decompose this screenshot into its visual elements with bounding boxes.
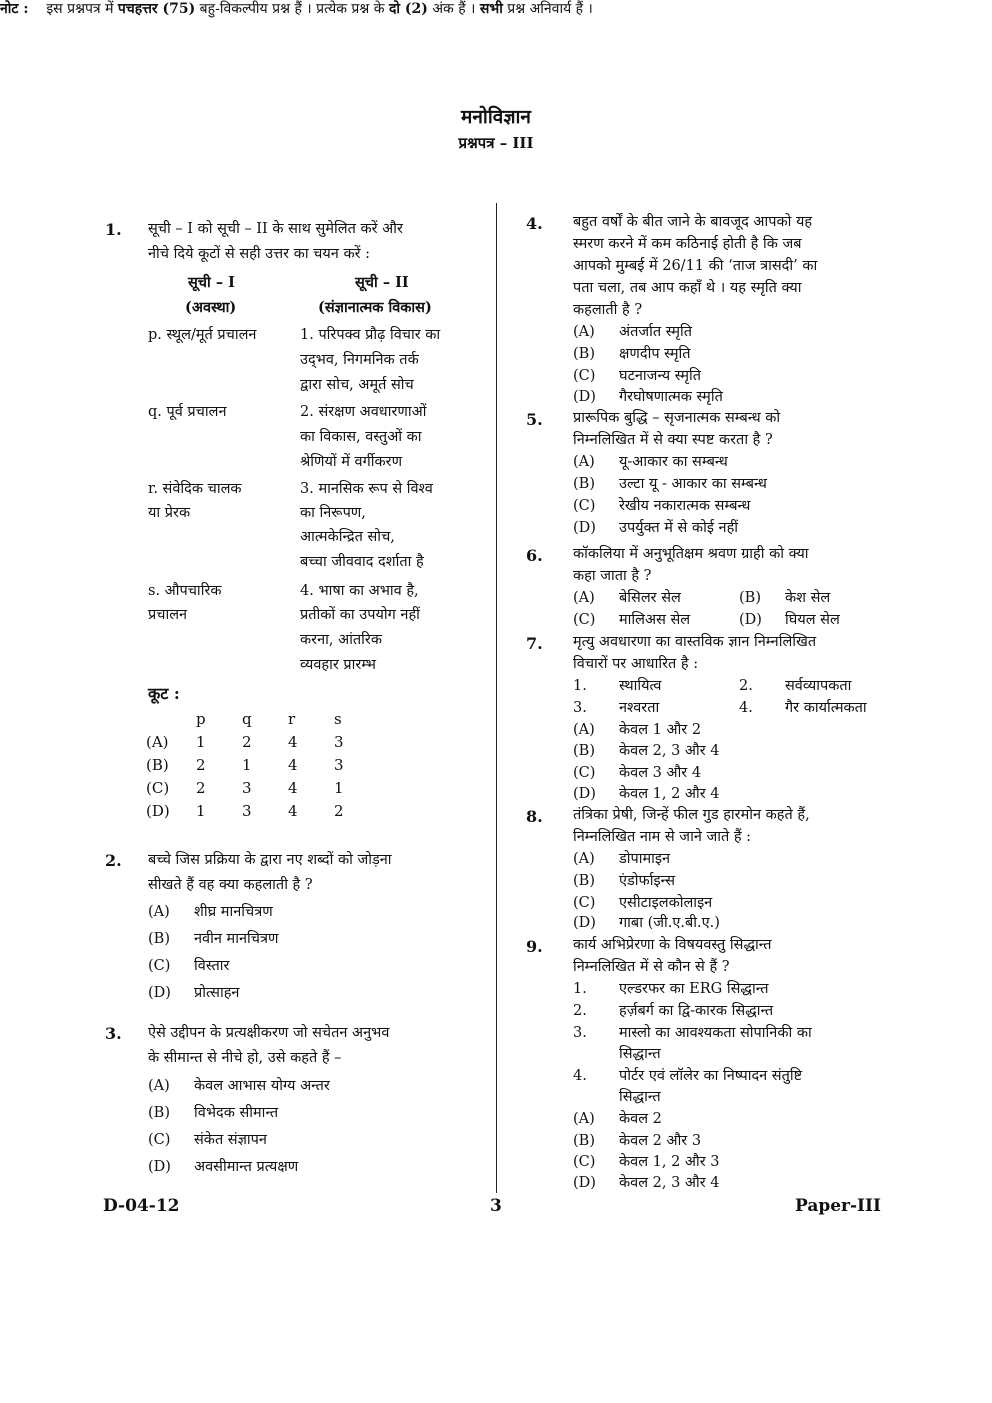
paper-subtitle: प्रश्नपत्र – III: [458, 134, 534, 152]
column-divider: [496, 203, 497, 1193]
list2-item: करना, आंतरिक: [300, 632, 382, 648]
note-text: इस प्रश्नपत्र में: [46, 1, 114, 17]
list2-item: बच्चा जीववाद दर्शाता है: [300, 554, 424, 570]
question-text: बहुत वर्षों के बीत जाने के बावजूद आपको यह: [573, 214, 813, 230]
note-label: नोट :: [0, 1, 29, 17]
option-text: गाबा (जी.ए.बी.ए.): [619, 915, 720, 931]
option-text: डोपामाइन: [619, 851, 671, 867]
answer-option: [148, 1102, 278, 1124]
option-label: (A): [573, 851, 595, 867]
code-cell: 2: [334, 801, 344, 820]
option-text: शीघ्र मानचित्रण: [194, 904, 273, 920]
item-number: 4.: [739, 700, 753, 716]
item-text: सिद्धान्त: [619, 1046, 661, 1062]
code-cell: 2: [196, 778, 206, 797]
statement-item: [573, 978, 769, 1000]
question-number: 1.: [105, 220, 122, 239]
item-number: 2.: [573, 1003, 587, 1019]
item-number: 4.: [573, 1068, 587, 1084]
code-cell: p: [196, 709, 206, 728]
list2-item: का निरूपण,: [300, 505, 366, 521]
option-text: केश सेल: [785, 590, 831, 606]
question-number: 2.: [105, 851, 122, 870]
option-text: प्रोत्साहन: [194, 985, 240, 1001]
item-text: स्थायित्व: [619, 678, 662, 694]
statement-item: [573, 1065, 802, 1087]
answer-option: [148, 928, 278, 950]
option-label: (B): [573, 743, 595, 759]
option-text: केवल 2: [619, 1111, 662, 1127]
answer-option: [573, 848, 670, 870]
option-label: (B): [573, 873, 595, 889]
answer-option: [148, 901, 273, 923]
answer-option: [573, 473, 767, 495]
answer-option: [573, 1130, 701, 1152]
list2-heading: सूची – II: [355, 274, 409, 291]
question-text: आपको मुम्बई में 26/11 की ‘ताज त्रासदी’ का: [573, 258, 818, 274]
code-cell: (B): [146, 755, 169, 774]
list1-item: या प्रेरक: [148, 505, 191, 521]
option-label: (A): [148, 1078, 170, 1094]
question-text: निम्नलिखित में से कौन से हैं ?: [573, 959, 730, 975]
answer-option: [573, 1172, 720, 1194]
option-label: (D): [573, 389, 596, 405]
question-number: 5.: [526, 410, 543, 429]
option-text: घियल सेल: [785, 612, 840, 628]
option-label: (D): [573, 786, 596, 802]
question-number: 4.: [526, 214, 543, 233]
code-cell: 4: [288, 755, 298, 774]
answer-option: [573, 321, 692, 343]
answer-option: [148, 1075, 330, 1097]
question-text: सीखते हैं वह क्या कहलाती है ?: [148, 877, 313, 893]
answer-option: [573, 1108, 662, 1130]
question-text: निम्नलिखित में से क्या स्पष्ट करता है ?: [573, 432, 773, 448]
code-cell: 4: [288, 801, 298, 820]
option-label: (C): [573, 1154, 596, 1170]
option-label: (B): [573, 476, 595, 492]
question-number: 7.: [526, 634, 543, 653]
answer-option: [573, 451, 728, 473]
question-text: सूची – I को सूची – II के साथ सुमेलित करें और: [148, 221, 403, 237]
answer-option: [573, 495, 750, 517]
note-bold: सभी: [479, 1, 503, 17]
list2-item: 1. परिपक्व प्रौढ़ विचार का: [300, 327, 441, 343]
option-text: यू-आकार का सम्बन्ध: [619, 454, 728, 470]
option-label: (D): [148, 985, 171, 1001]
option-label: (C): [148, 958, 171, 974]
list1-item: प्रचालन: [148, 607, 188, 623]
option-text: नवीन मानचित्रण: [194, 931, 279, 947]
item-text: सर्वव्यापकता: [785, 678, 852, 694]
option-text: विस्तार: [194, 958, 230, 974]
question-text: कॉकलिया में अनुभूतिक्षम श्रवण ग्राही को क्या: [573, 546, 809, 562]
code-cell: r: [288, 709, 296, 728]
item-text: हर्ज़बर्ग का द्वि-कारक सिद्धान्त: [619, 1003, 774, 1019]
code-label: कूट :: [148, 684, 180, 703]
option-label: (A): [573, 454, 595, 470]
question-text: विचारों पर आधारित है :: [573, 656, 699, 672]
question-number: 8.: [526, 807, 543, 826]
option-text: एंडोर्फाइन्स: [619, 873, 676, 889]
answer-option: [573, 892, 712, 914]
option-text: घटनाजन्य स्मृति: [619, 368, 702, 384]
question-text: कहा जाता है ?: [573, 568, 652, 584]
list2-item: द्वारा सोच, अमूर्त सोच: [300, 377, 414, 393]
option-text: अंतर्जात स्मृति: [619, 324, 693, 340]
option-text: मालिअस सेल: [619, 612, 691, 628]
option-label: (D): [573, 1175, 596, 1191]
question-text: ऐसे उद्दीपन के प्रत्यक्षीकरण जो सचेतन अनुभव: [148, 1025, 390, 1041]
option-text: बेसिलर सेल: [619, 590, 681, 606]
list1-heading: सूची – I: [188, 274, 235, 291]
option-label: (A): [573, 722, 595, 738]
code-row: [146, 753, 380, 776]
code-cell: 3: [242, 778, 252, 797]
code-cell: 1: [196, 732, 206, 751]
option-label: (D): [573, 520, 596, 536]
option-text: विभेदक सीमान्त: [194, 1105, 279, 1121]
option-label: (D): [148, 1159, 171, 1175]
code-header-row: [146, 707, 380, 730]
option-label: (B): [573, 346, 595, 362]
question-text: नीचे दिये कूटों से सही उत्तर का चयन करें :: [148, 246, 371, 262]
item-number: 2.: [739, 678, 753, 694]
footer-paper: Paper-III: [795, 1196, 881, 1216]
option-text: केवल 1, 2 और 3: [619, 1154, 720, 1170]
list1-item: p. स्थूल/मूर्त प्रचालन: [148, 327, 257, 343]
option-label: (C): [573, 498, 596, 514]
answer-code-table: [146, 707, 380, 822]
option-text: केवल 2, 3 और 4: [619, 743, 720, 759]
option-label: (B): [148, 1105, 170, 1121]
option-label: (C): [148, 1132, 171, 1148]
question-number: 9.: [526, 937, 543, 956]
item-number: 3.: [573, 700, 587, 716]
code-cell: (C): [146, 778, 170, 797]
question-text: मृत्यु अवधारणा का वास्तविक ज्ञान निम्नलिखित: [573, 634, 817, 650]
note-text: प्रश्न अनिवार्य हैं ।: [507, 1, 593, 17]
answer-option: [573, 517, 738, 539]
list1-item: s. औपचारिक: [148, 583, 222, 599]
list1-subheading: (अवस्था): [185, 299, 237, 316]
note-text: अंक हैं ।: [432, 1, 476, 17]
option-label: (C): [573, 765, 596, 781]
option-text: एसीटाइलकोलाइन: [619, 895, 713, 911]
option-text: केवल 1, 2 और 4: [619, 786, 720, 802]
question-number: 6.: [526, 546, 543, 565]
option-label: (C): [573, 368, 596, 384]
list2-item: 4. भाषा का अभाव है,: [300, 583, 419, 599]
code-row: [146, 730, 380, 753]
option-text: उपर्युक्त में से कोई नहीं: [619, 520, 739, 536]
list2-item: 2. संरक्षण अवधारणाओं: [300, 404, 427, 420]
code-cell: 3: [334, 755, 344, 774]
option-label: (C): [573, 895, 596, 911]
option-label: (A): [573, 1111, 595, 1127]
footer-code: D-04-12: [103, 1196, 180, 1216]
code-cell: 3: [334, 732, 344, 751]
option-label: (B): [739, 590, 761, 606]
note-text: बहु-विकल्पीय प्रश्न हैं । प्रत्येक प्रश्न के: [199, 1, 385, 17]
code-cell: 2: [242, 732, 252, 751]
statement-item: [573, 1022, 812, 1044]
option-text: संकेत संज्ञापन: [194, 1132, 267, 1148]
list2-item: 3. मानसिक रूप से विश्व: [300, 481, 433, 497]
option-text: गैरघोषणात्मक स्मृति: [619, 389, 723, 405]
question-text: तंत्रिका प्रेषी, जिन्हें फील गुड हारमोन कहते हैं,: [573, 807, 810, 823]
question-number: 3.: [105, 1024, 122, 1043]
code-row: [146, 799, 380, 822]
item-text: गैर कार्यात्मकता: [785, 700, 867, 716]
answer-option: [573, 609, 840, 631]
note-bold: पचहत्तर (75): [117, 1, 196, 17]
note-bold: दो (2): [388, 1, 428, 17]
list1-item: r. संवेदिक चालक: [148, 481, 242, 497]
list2-item: आत्मकेन्द्रित सोच,: [300, 529, 395, 545]
option-text: उल्टा यू - आकार का सम्बन्ध: [619, 476, 767, 492]
list2-item: उद्‌भव, निगमनिक तर्क: [300, 352, 419, 368]
option-label: (C): [573, 612, 596, 628]
answer-option: [573, 783, 720, 805]
code-cell: 1: [196, 801, 206, 820]
list2-item: व्यवहार प्रारम्भ: [300, 657, 376, 673]
answer-option: [573, 386, 723, 408]
question-text: कार्य अभिप्रेरणा के विषयवस्तु सिद्धान्त: [573, 937, 772, 953]
answer-option: [148, 982, 239, 1004]
answer-option: [148, 1156, 298, 1178]
option-text: केवल 2 और 3: [619, 1133, 702, 1149]
item-text: एल्डरफर का ERG सिद्धान्त: [619, 981, 769, 997]
option-text: केवल 2, 3 और 4: [619, 1175, 720, 1191]
answer-option: [148, 955, 229, 977]
code-cell: (D): [146, 801, 170, 820]
page-number: 3: [490, 1196, 502, 1216]
answer-option: [573, 1151, 720, 1173]
code-cell: 2: [196, 755, 206, 774]
statement-item: [573, 1000, 773, 1022]
question-text: निम्नलिखित नाम से जाने जाते हैं :: [573, 829, 752, 845]
option-label: (D): [573, 915, 596, 931]
option-text: अवसीमान्त प्रत्यक्षण: [194, 1159, 299, 1175]
code-row: [146, 776, 380, 799]
code-cell: (A): [146, 732, 169, 751]
code-cell: 1: [334, 778, 344, 797]
answer-option: [573, 719, 701, 741]
code-cell: 4: [288, 778, 298, 797]
answer-option: [573, 343, 691, 365]
item-number: 1.: [573, 981, 587, 997]
option-text: क्षणदीप स्मृति: [619, 346, 691, 362]
question-text: कहलाती है ?: [573, 302, 643, 318]
option-text: रेखीय नकारात्मक सम्बन्ध: [619, 498, 751, 514]
option-text: केवल आभास योग्य अन्तर: [194, 1078, 330, 1094]
option-text: केवल 3 और 4: [619, 765, 702, 781]
item-text: पोर्टर एवं लॉलेर का निष्पादन संतुष्टि: [619, 1068, 803, 1084]
item-text: मास्लो का आवश्यकता सोपानिकी का: [619, 1025, 812, 1041]
answer-option: [573, 587, 830, 609]
instructions-note: [0, 0, 770, 18]
answer-option: [148, 1129, 267, 1151]
code-cell: 3: [242, 801, 252, 820]
code-cell: q: [242, 709, 252, 728]
code-cell: [146, 707, 196, 730]
item-text: सिद्धान्त: [619, 1089, 661, 1105]
question-text: के सीमान्त से नीचे हो, उसे कहते हैं –: [148, 1050, 342, 1066]
option-label: (A): [573, 590, 595, 606]
answer-option: [573, 740, 720, 762]
statement-row: [573, 675, 851, 697]
answer-option: [573, 912, 720, 934]
answer-option: [573, 365, 701, 387]
list2-item: प्रतीकों का उपयोग नहीं: [300, 607, 420, 623]
statement-row: [573, 697, 867, 719]
option-label: (D): [739, 612, 762, 628]
answer-option: [573, 762, 701, 784]
list2-item: श्रेणियों में वर्गीकरण: [300, 454, 403, 470]
item-number: 1.: [573, 678, 587, 694]
code-cell: s: [334, 709, 342, 728]
item-number: 3.: [573, 1025, 587, 1041]
option-label: (A): [148, 904, 170, 920]
option-text: केवल 1 और 2: [619, 722, 702, 738]
list1-item: q. पूर्व प्रचालन: [148, 404, 227, 420]
question-text: पता चला, तब आप कहाँ थे । यह स्मृति क्या: [573, 280, 802, 296]
answer-option: [573, 870, 675, 892]
item-text: नश्वरता: [619, 700, 660, 716]
list2-subheading: (संज्ञानात्मक विकास): [318, 299, 432, 316]
page-title: मनोविज्ञान: [461, 106, 531, 128]
option-label: (B): [148, 931, 170, 947]
code-cell: 1: [242, 755, 252, 774]
question-text: स्मरण करने में कम कठिनाई होती है कि जब: [573, 236, 802, 252]
list2-item: का विकास, वस्तुओं का: [300, 429, 422, 445]
option-label: (A): [573, 324, 595, 340]
code-cell: 4: [288, 732, 298, 751]
question-text: प्रारूपिक बुद्धि – सृजनात्मक सम्बन्ध को: [573, 410, 781, 426]
question-text: बच्चे जिस प्रक्रिया के द्वारा नए शब्दों को जोड़ना: [148, 852, 392, 868]
option-label: (B): [573, 1133, 595, 1149]
